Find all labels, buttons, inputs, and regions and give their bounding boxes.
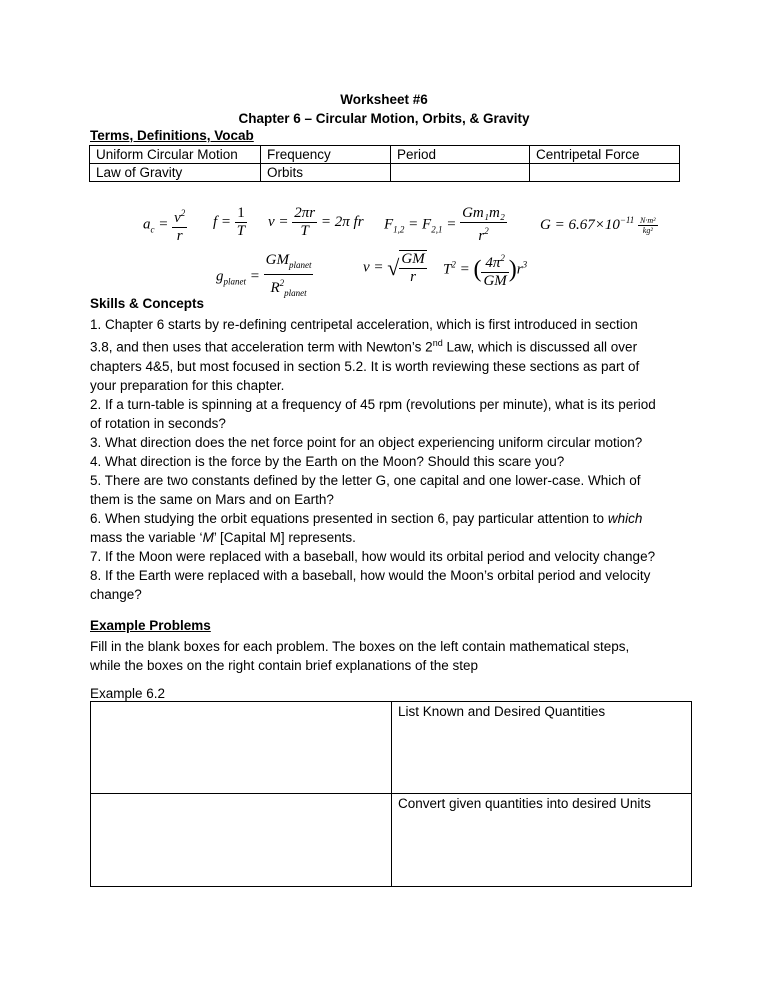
vocab-cell: Frequency — [261, 146, 391, 164]
list-item: 1. Chapter 6 starts by re-defining centripetal acceleration, which is first introduced in section — [90, 317, 638, 332]
examples-intro-line: Fill in the blank boxes for each problem. The boxes on the left contain mathematical steps, — [90, 639, 630, 654]
centripetal-acceleration-equation: $a_c$ = $\frac{v^2}{r}$ — [143, 205, 187, 245]
surface-gravity-equation: $g_{planet}$ = $\frac{GM_{planet}}{R^2_{planet}}$ — [216, 252, 312, 298]
list-item: 5. There are two constants defined by the letter G, one capital and one lower-case. Which of — [90, 472, 641, 488]
list-item: 4. What direction is the force by the Earth on the Moon? Should this scare you? — [90, 453, 565, 469]
gravity-force-equation: $F_{1,2} = F_{2,1}$ = $\frac{\text{Gm₁m₂}}{r^2}$ — [384, 205, 506, 244]
step-explanation: Convert given quantities into desired Units — [398, 796, 651, 811]
list-item: 6. When studying the orbit equations presented in section 6, pay particular attention to which — [90, 510, 643, 526]
table-row — [90, 146, 680, 164]
list-item: change? — [90, 586, 142, 602]
vocab-table — [89, 145, 680, 182]
examples-heading: Example Problems — [90, 618, 211, 633]
worksheet-title: Worksheet #6 — [340, 92, 428, 107]
list-item: mass the variable ‘M’ [Capital M] represents. — [90, 529, 356, 545]
vocab-cell: Centripetal Force — [530, 146, 680, 164]
vocab-cell: Uniform Circular Motion — [90, 146, 261, 164]
examples-intro-line: while the boxes on the right contain brief explanations of the step — [90, 658, 478, 673]
math-step-area[interactable] — [91, 702, 392, 793]
example-step-box — [90, 793, 692, 887]
list-item: them is the same on Mars and on Earth? — [90, 491, 334, 507]
list-item: 2. If a turn-table is spinning at a frequency of 45 rpm (revolutions per minute), what is its period — [90, 396, 656, 412]
list-item: your preparation for this chapter. — [90, 377, 285, 393]
list-item: 7. If the Moon were replaced with a baseball, how would its orbital period and velocity change? — [90, 548, 656, 564]
terms-heading: Terms, Definitions, Vocab — [90, 128, 254, 143]
vocab-cell — [530, 164, 680, 182]
kepler-third-law-equation: $T^2$ = ( $\frac{4\pi^2}{GM}$ )$r^3$ — [443, 250, 527, 290]
table-row — [90, 164, 680, 182]
list-item: 8. If the Earth were replaced with a baseball, how would the Moon’s orbital period and velocity — [90, 567, 651, 583]
vocab-cell: Period — [391, 146, 530, 164]
velocity-equation: v = $\frac{2\pi r}{T}$ = 2π fr — [268, 205, 364, 239]
list-item: of rotation in seconds? — [90, 415, 226, 431]
step-explanation: List Known and Desired Quantities — [398, 704, 606, 719]
list-item: 3.8, and then uses that acceleration term with Newton’s 2nd Law, which is discussed all over — [90, 338, 638, 355]
skills-list — [90, 315, 690, 604]
orbital-velocity-equation: v = √ $\frac{GM}{r}$ — [363, 251, 425, 285]
list-item: 3. What direction does the net force point for an object experiencing uniform circular motion? — [90, 434, 643, 450]
vocab-cell: Law of Gravity — [90, 164, 261, 182]
example-label: Example 6.2 — [90, 686, 166, 701]
math-step-area[interactable] — [91, 794, 392, 886]
frequency-equation: f = $\frac{1}{T}$ — [213, 205, 246, 239]
vocab-cell: Orbits — [261, 164, 391, 182]
list-item: chapters 4&5, but most focused in section 5.2. It is worth reviewing these sections as part of — [90, 358, 640, 374]
chapter-title: Chapter 6 – Circular Motion, Orbits, & Gravity — [238, 111, 530, 126]
skills-heading: Skills & Concepts — [90, 296, 205, 311]
examples-intro — [90, 637, 690, 675]
example-step-box — [90, 701, 692, 794]
vocab-cell — [391, 164, 530, 182]
gravitational-constant: $G = 6.67\times 10^{-11}$ $\frac{\text{N·m²}}{\text{kg²}}$ — [540, 215, 656, 236]
